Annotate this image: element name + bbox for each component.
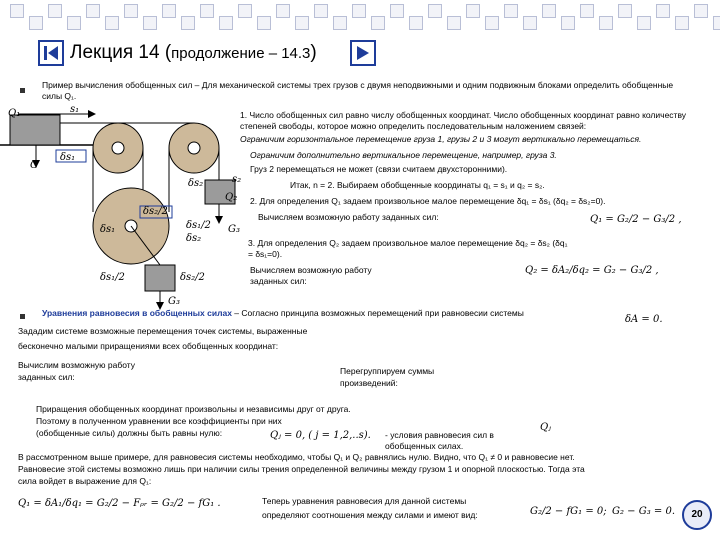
checker-square	[124, 4, 138, 18]
label-Q2: Q₂	[225, 192, 238, 203]
checker-square	[561, 16, 575, 30]
eq-line5: заданных сил:	[18, 372, 75, 382]
checker-square	[143, 16, 157, 30]
checker-square	[599, 16, 613, 30]
text-p2: 2. Для определения Q₁ задаем произвольное малое перемещение δq₁ = δs₁ (δq₂ = δs₂=0).	[250, 196, 606, 206]
formula-dA-zero: δA = 0.	[625, 314, 663, 325]
checker-square	[428, 4, 442, 18]
checker-square	[105, 16, 119, 30]
checker-square	[67, 16, 81, 30]
intro-text: Пример вычисления обобщенных сил – Для механической системы трех грузов с двумя неподвижными и одним подвижным блоками определить обобщенные силы Q₁.	[42, 80, 674, 101]
checker-square	[675, 16, 689, 30]
checker-square	[523, 16, 537, 30]
formula-G-equal2: G₂ − G₃ = 0.	[612, 506, 676, 517]
label-ds2-half: δs₂/2	[143, 206, 168, 217]
eq-increment3: (обобщенные силы) должны быть равны нулю:	[36, 428, 223, 438]
checker-square	[219, 16, 233, 30]
eq-final1: Теперь уравнения равновесия для данной системы	[262, 496, 467, 506]
decorative-checker-strip	[0, 0, 720, 30]
label-s1: s₁	[70, 104, 80, 115]
eq-regroup: Перегруппируем суммы	[340, 366, 435, 376]
checker-square	[694, 4, 708, 18]
formula-G-equal: G₂/2 − fG₁ = 0;	[530, 506, 607, 517]
label-ds1-half-bottom: δs₁/2	[100, 272, 125, 283]
formula-Q1-final: Q₁ = δA₁/δq₁ = G₂/2 − Fᵨᵣ = G₂/2 − fG₁ .	[18, 498, 221, 509]
checker-square	[295, 16, 309, 30]
text-p1b: Ограничим горизонтальное перемещение груза 1, грузы 2 и 3 могут вертикально перемещаться.	[240, 134, 642, 144]
label-ds2-half-bottom: δs₂/2	[180, 272, 205, 283]
checker-square	[29, 16, 43, 30]
checker-square	[333, 16, 347, 30]
formula-Qj: Qⱼ = 0, ( j = 1,2,..s).	[270, 430, 371, 441]
eq-increment2: Поэтому в полученном уравнении все коэффициенты при них	[36, 416, 282, 426]
bullet-icon	[20, 88, 25, 93]
formula-Q1: Q₁ = G₂/2 − G₃/2 ,	[590, 214, 682, 225]
text-p2b: Вычисляем возможную работу заданных сил:	[258, 212, 439, 222]
checker-square	[162, 4, 176, 18]
checker-square	[314, 4, 328, 18]
eq-example1: В рассмотренном выше примере, для равновесия системы необходимо, чтобы Q₁ и Q₂ равнялись нулю. Видно, что Q₁ ≠ 0 и равновесие нет.	[18, 452, 575, 462]
checker-square	[276, 4, 290, 18]
label-G-bottom: G₃	[168, 296, 180, 307]
eq-line4: Вычислим возможную работу	[18, 360, 136, 370]
text-p1e: Итак, n = 2. Выбираем обобщенные координаты q₁ = s₁ и q₂ = s₂.	[290, 180, 545, 190]
label-ds1-half: δs₁/2	[186, 220, 211, 231]
label-s2: s₂	[232, 174, 242, 185]
checker-square	[371, 16, 385, 30]
text-p1c: Ограничим дополнительно вертикальное перемещение, например, груза 3.	[250, 150, 557, 160]
checker-square	[656, 4, 670, 18]
checker-square	[447, 16, 461, 30]
checker-square	[466, 4, 480, 18]
bullet-icon	[20, 314, 25, 319]
equilibrium-heading: Уравнения равновесия в обобщенных силах – Согласно принципа возможных перемещений при равновесии системы	[42, 308, 524, 318]
eq-line2: Зададим системе возможные перемещения точек системы, выраженные	[18, 326, 308, 336]
checker-square	[504, 4, 518, 18]
text-p3: 3. Для определения Q₂ задаем произвольное малое перемещение δq₂ = δs₂ (δq₁ = δs₁=0).	[248, 238, 568, 259]
checker-square	[713, 16, 720, 30]
checker-square	[10, 4, 24, 18]
checker-square	[637, 16, 651, 30]
label-ds2-b: δs₂	[186, 233, 202, 244]
eq-condition: - условия равновесия сил в обобщенных силах.	[385, 430, 494, 451]
page-number-badge: 20	[682, 500, 712, 530]
eq-example2: Равновесие этой системы возможно лишь при наличии силы трения определенной величины между грузом 1 и опорной плоскостью. Тогда эта	[18, 464, 585, 474]
formula-Q2: Q₂ = δA₂/δq₂ = G₂ − G₃/2 ,	[525, 265, 659, 276]
eq-regroup2: произведений:	[340, 378, 398, 388]
label-ds1-left: δs₁	[100, 224, 116, 235]
checker-square	[542, 4, 556, 18]
play-icon[interactable]	[350, 40, 376, 66]
text-p3b: Вычисляем возможную работу заданных сил:	[250, 265, 372, 286]
label-ds1: δs₁	[60, 152, 76, 163]
page-title: Лекция 14 (продолжение – 14.3)	[70, 42, 317, 63]
label-Q1: Q₁	[8, 108, 21, 119]
skip-back-icon[interactable]	[38, 40, 64, 66]
text-p1d: Груз 2 перемещаться не может (связи считаем двухсторонними).	[250, 164, 508, 174]
checker-square	[86, 4, 100, 18]
label-Qj: Qⱼ	[540, 422, 551, 433]
label-ds2: δs₂	[188, 178, 204, 189]
checker-square	[352, 4, 366, 18]
label-G3: G₃	[228, 224, 240, 235]
checker-square	[390, 4, 404, 18]
checker-square	[618, 4, 632, 18]
checker-square	[485, 16, 499, 30]
checker-square	[580, 4, 594, 18]
eq-line3: бесконечно малыми приращениями всех обобщенных координат:	[18, 341, 279, 351]
checker-square	[181, 16, 195, 30]
label-G: G	[30, 160, 38, 171]
checker-square	[257, 16, 271, 30]
checker-square	[48, 4, 62, 18]
eq-final2: определяют соотношения между силами и имеют вид:	[262, 510, 478, 520]
eq-example3: сила войдет в выражение для Q₁:	[18, 476, 152, 486]
text-p1: 1. Число обобщенных сил равно числу обобщенных координат. Число обобщенных координат равно количеству степеней свободы, которое можно определить последовательным наложением связей:	[240, 110, 687, 131]
eq-increment1: Приращения обобщенных координат произвольны и независимы друг от друга.	[36, 404, 351, 414]
checker-square	[238, 4, 252, 18]
checker-square	[409, 16, 423, 30]
checker-square	[200, 4, 214, 18]
